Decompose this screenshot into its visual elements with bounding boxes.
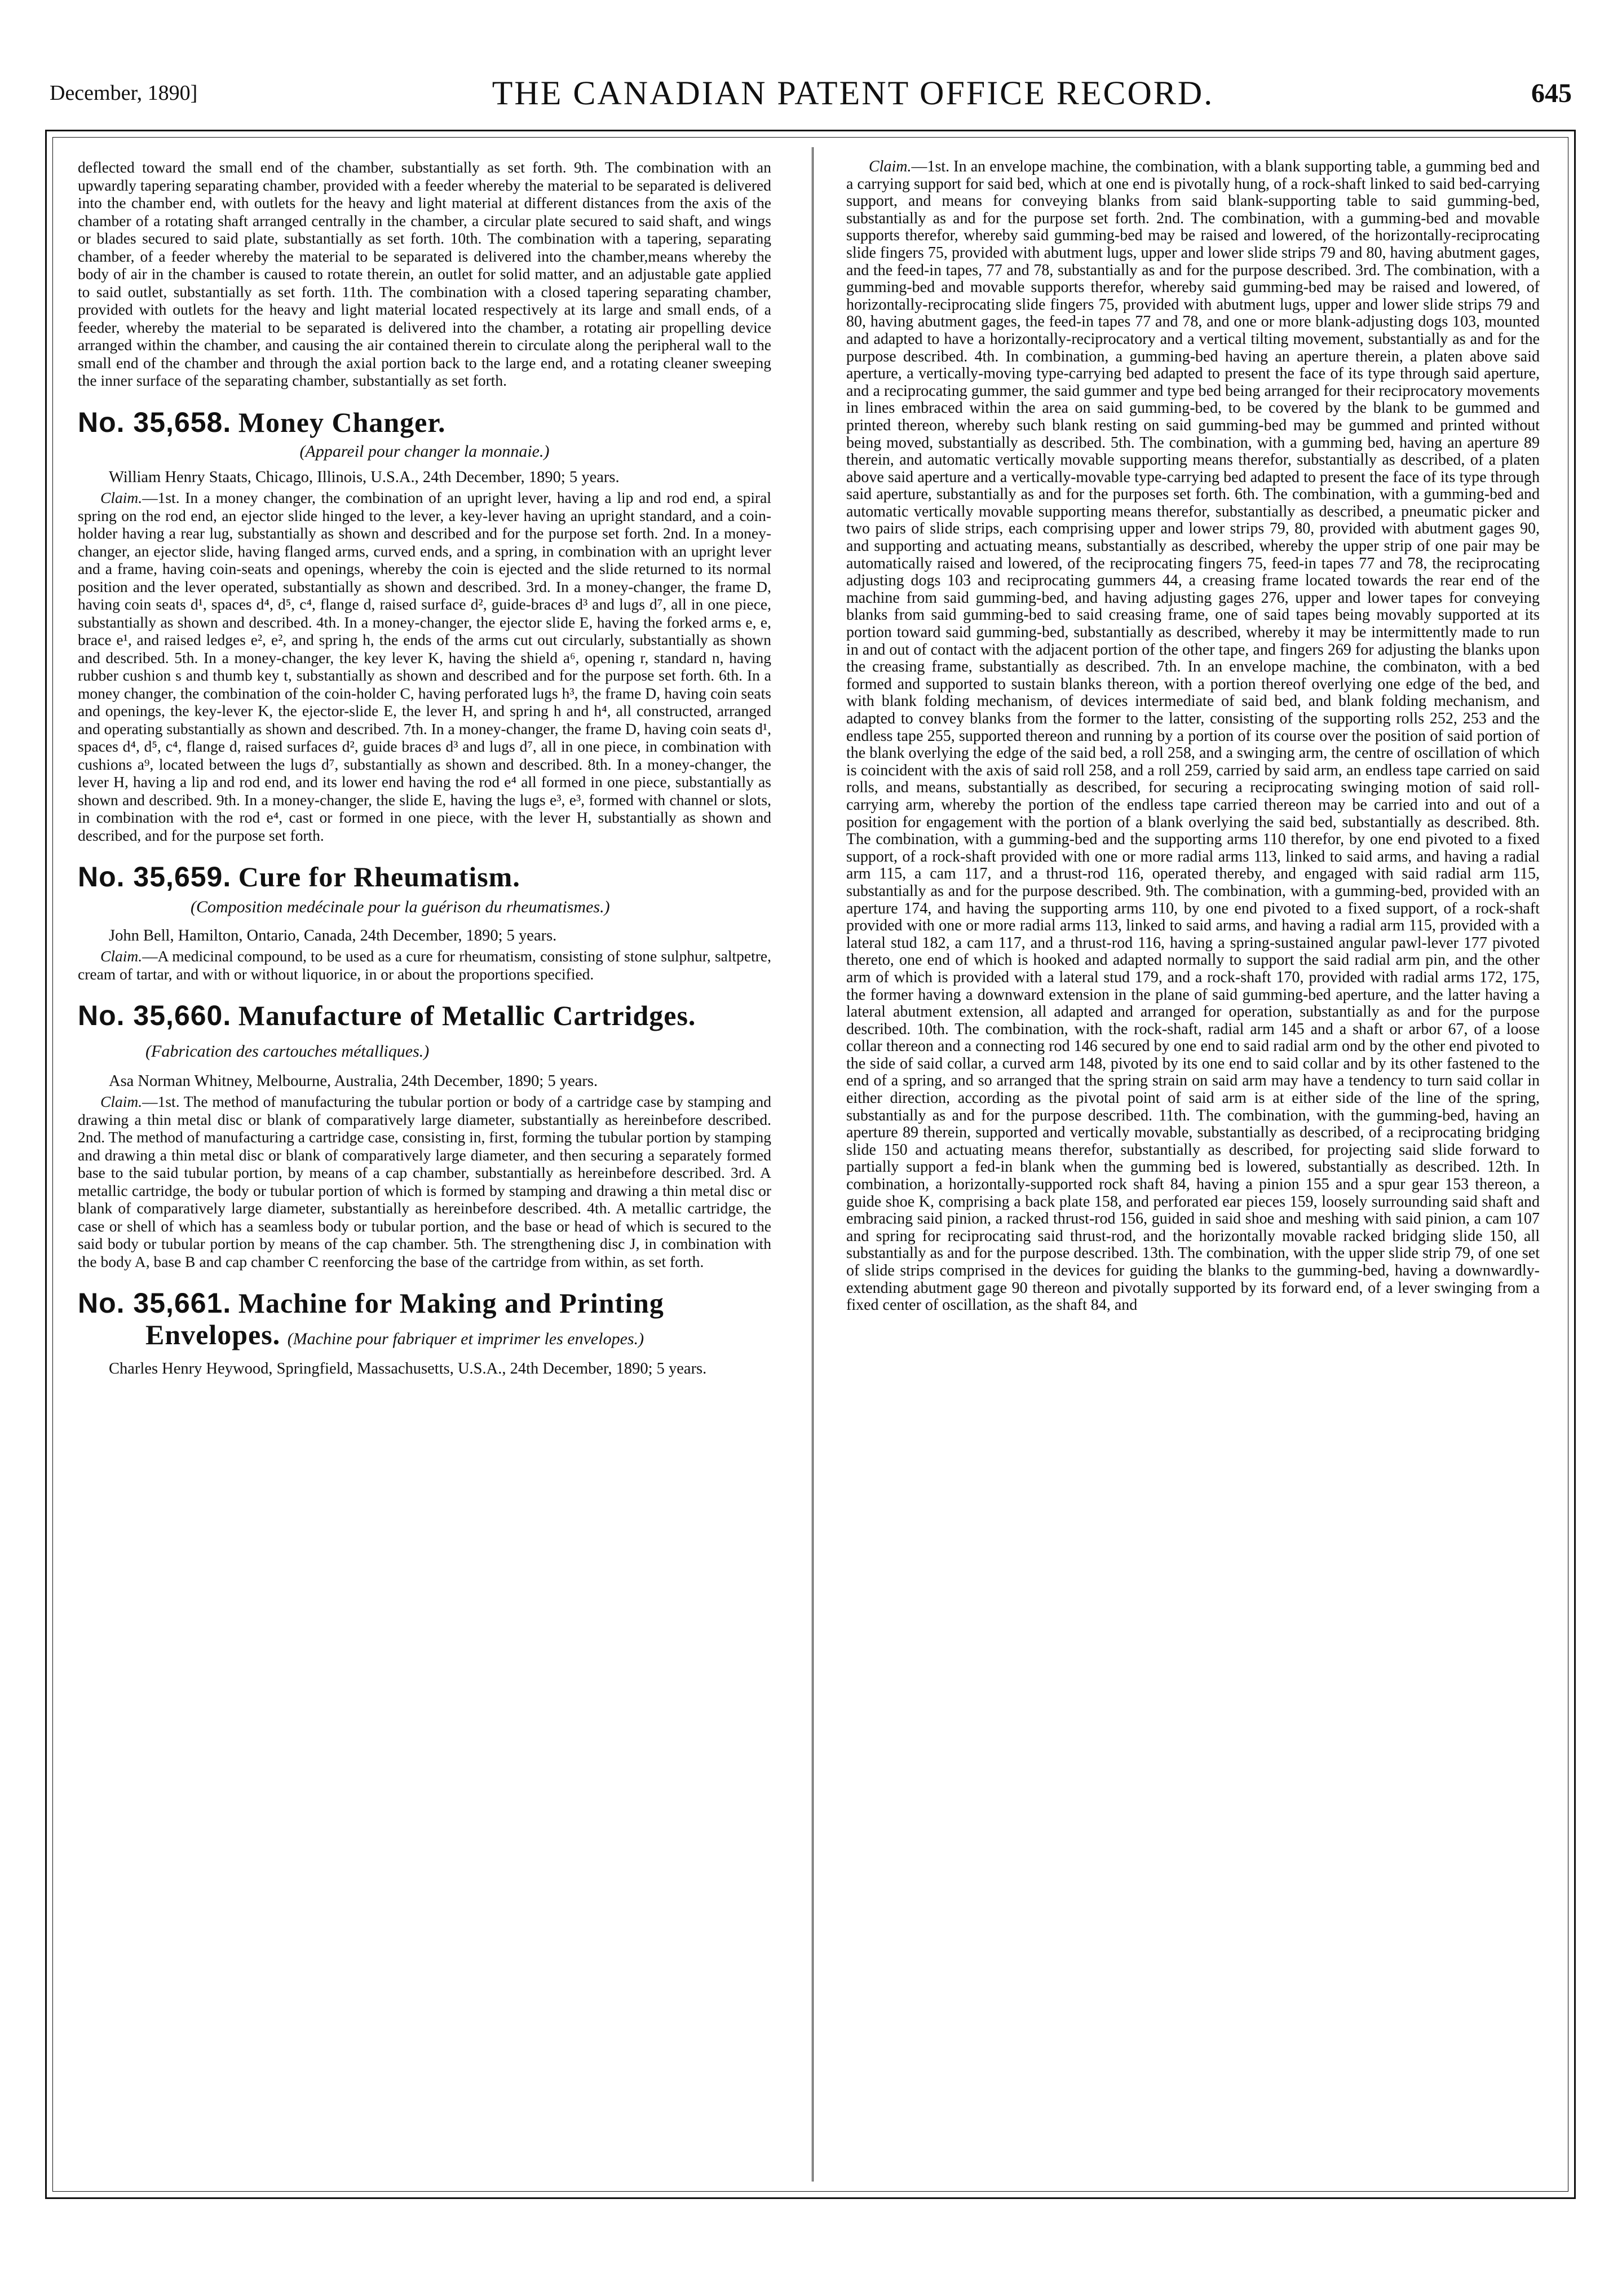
patent-entry-35658 — [78, 407, 771, 845]
patent-entry-35660 — [78, 1000, 771, 1270]
patent-title: Machine for Making and Printing Envelopes. — [145, 1287, 664, 1350]
patent-claims — [78, 947, 771, 983]
patent-title: Cure for Rheumatism. — [238, 861, 520, 893]
patent-french-title: (Machine pour fabriquer et imprimer les envelopes.) — [287, 1330, 644, 1348]
running-head — [50, 68, 1572, 118]
claim-label: Claim. — [100, 489, 143, 506]
patent-french-title: (Fabrication des cartouches métalliques.) — [145, 1042, 430, 1061]
issue-date: December, 1890] — [50, 81, 198, 105]
claim-label: Claim. — [100, 947, 143, 965]
left-column — [78, 158, 771, 2171]
patent-french-title: (Appareil pour changer la monnaie.) — [299, 441, 550, 461]
continued-claim-text: deflected toward the small end of the chamber, substantially as set forth. 9th. The combination with an upwardly tapering separating chamber, provided with a feeder whereby the material to be separated is delivered into the chamber end, with outlets for the heavy and light material at different distances from the axis of the chamber of a rotating shaft arranged centrally in the chamber, a circular plate secured to said shaft, and wings or blades secured to said plate, substantially as set forth. 10th. The combination with a tapering, separating chamber, of a feeder whereby the material to be separated is delivered into the chamber,means whereby the body of air in the chamber is caused to rotate therein, an outlet for solid matter, and an adjustable gate applied to said outlet, substantially as set forth. 11th. The combination with a closed tapering separating chamber, provided with outlets for the heavy and light material located respectively at its large and small ends, of a feeder, whereby the material to be separated is delivered into the chamber, a rotating air propelling device arranged within the chamber, and causing the air contained therein to circulate along the peripheral wall to the small end of the chamber and through the axial portion back to the large end, and a rotating cleaner sweeping the inner surface of the separating chamber, substantially as set forth. — [78, 158, 771, 389]
patent-title: Money Changer. — [238, 406, 446, 438]
patent-inventor: John Bell, Hamilton, Ontario, Canada, 24th December, 1890; 5 years. — [109, 927, 557, 944]
publication-title: THE CANADIAN PATENT OFFICE RECORD. — [492, 74, 1214, 112]
page-frame — [45, 130, 1576, 2199]
patent-heading — [78, 1000, 771, 1067]
claim-text: —1st. In a money changer, the combination of an upright lever, having a lip and rod end, a spiral spring on the rod end, an ejector slide hinged to the lever, a key-lever having an upright standard, and a coin-holder having a rear lug, substantially as shown and described and for the purpose set forth. 2nd. In a money-changer, an ejector slide, having flanged arms, curved ends, and a spring, in combination with an upright lever and a frame, having coin-seats and openings, whereby the coin is ejected and the slide returned to its normal position and the lever operated, substantially as shown and described. 3rd. In a money-changer, the frame D, having coin seats d¹, spaces d⁴, d⁵, c⁴, flange d, raised surface d², guide-braces d³ and lugs d⁷, all in one piece, substantially as shown and described. 4th. In a money-changer, the ejector slide E, having the forked arms e, e, brace e¹, and raised ledges e², e², and spring h, the ends of the arms cut out circularly, substantially as shown and described. 5th. In a money-changer, the key lever K, having the shield a⁶, opening r, standard n, having rubber cushion s and thumb key t, substantially as shown and described and for the purpose set forth. 6th. In a money changer, the combination of the coin-holder C, having perforated lugs h³, the frame D, having coin seats and openings, the key-lever K, the ejector-slide E, the lever H, and spring h and h⁴, all constructed, arranged and operating substantially as shown and described. 7th. In a money-changer, the frame D, having coin seats d¹, spaces d⁴, d⁵, c⁴, flange d, raised surfaces d², guide braces d³ and lugs d⁷, all in one piece, in combination with cushions a⁹, located between the lugs d⁷, substantially as shown and described. 8th. In a money-changer, the lever H, having a lip and rod end, and its lower end having the rod e⁴ all formed in one piece, substantially as shown and described. 9th. In a money-changer, the slide E, having the lugs e³, e³, formed with channel or slots, in combination with the rod e⁴, cast or formed in one piece, with the lever H, substantially as shown and described, and for the purpose set forth. — [78, 489, 771, 844]
patent-heading — [78, 1287, 771, 1355]
patent-heading — [78, 861, 771, 893]
patent-inventor: William Henry Staats, Chicago, Illinois, U.S.A., 24th December, 1890; 5 years. — [109, 469, 620, 486]
claim-text: —1st. The method of manufacturing the tubular portion or body of a cartridge case by stamping and drawing a thin metal disc or blank of comparatively large diameter, substantially as hereinbefore described. 2nd. The method of manufacturing a cartridge case, consisting in, first, forming the tubular portion by stamping and drawing a thin metal disc or blank of comparatively large diameter, and then securing a separately formed base to the said tubular portion, by means of a cap chamber, substantially as hereinbefore described. 3rd. A metallic cartridge, the body or tubular portion of which is formed by stamping and drawing a thin metal disc or blank of comparatively large diameter, substantially as hereinbefore described. 4th. A metallic cartridge, the case or shell of which has a seamless body or tubular portion, and the base or head of which is secured to the said body or tubular portion by means of the cap chamber. 5th. The strengthening disc J, in combination with the body A, base B and cap chamber C reenforcing the base of the cartridge from within, as set forth. — [78, 1093, 771, 1270]
patent-french-title: (Composition medécinale pour la guérison du rheumatismes.) — [191, 898, 610, 916]
column-divider — [812, 147, 814, 2182]
patent-title: Manufacture of Metallic Cartridges. — [238, 1000, 696, 1031]
patent-number: No. 35,661. — [78, 1287, 232, 1319]
patent-inventor: Asa Norman Whitney, Melbourne, Australia, 24th December, 1890; 5 years. — [109, 1072, 598, 1090]
patent-entry-35661 — [78, 1287, 771, 1378]
patent-heading — [78, 407, 771, 438]
patent-claims-35661 — [846, 158, 1540, 1314]
patent-number: No. 35,660. — [78, 1000, 232, 1031]
patent-inventor: Charles Henry Heywood, Springfield, Massachusetts, U.S.A., 24th December, 1890; 5 years. — [109, 1360, 707, 1377]
page-number: 645 — [1531, 78, 1572, 108]
patent-number: No. 35,659. — [78, 861, 232, 893]
patent-entry-35659 — [78, 861, 771, 983]
claim-text: —1st. In an envelope machine, the combination, with a blank supporting table, a gumming bed and a carrying support for said bed, which at one end is pivotally hung, of a rock-shaft linked to said bed-carrying support, and means for conveying blanks from said blank-supporting table to said gumming-bed, substantially as and for the purpose set forth. 2nd. The combination, with a gumming-bed and movable supports therefor, whereby said gumming-bed may be raised and lowered, of the horizontally-reciprocating slide fingers 75, provided with abutment lugs, upper and lower slide strips 79 and 80, having abutment gages, and the feed-in tapes, 77 and 78, substantially as and for the purpose described. 3rd. The combination, with a gumming-bed and movable supports therefor, whereby said gumming-bed may be raised and lowered, of horizontally-reciprocating slide fingers 75, provided with abutment lugs, upper and lower slide strips 79 and 80, having abutment gages, the feed-in tapes 77 and 78, and one or more blank-adjusting dogs 103, mounted and adapted to have a horizontally-reciprocatory and a vertical tilting movement, substantially as and for the purpose described. 4th. In combination, a gumming-bed having an aperture therein, a platen above said aperture, a vertically-moving type-carrying bed adapted to present the face of its type through said aperture, and a reciprocating gummer, the said gummer and type bed being arranged for their reciprocatory movements in lines embraced within the area on said gumming-bed, to be covered by the blank to be gummed and printed thereon, whereby such blank resting on said gumming-bed may be gummed and printed without being moved, substantially as described. 5th. The combination, with a gumming bed, having an aperture 89 therein, and automatic vertically movable supporting means therefor, substantially as described, of a platen above said aperture and a vertically-movable type-carrying bed adapted to present the face of its type through said aperture, substantially as and for the purposes set forth. 6th. The combination, with a gumming-bed and automatic vertically movable supporting means therefor, substantially as described, a pneumatic picker and two pairs of slide strips, each comprising upper and lower strips 79, 80, provided with abutment gages 90, and supporting and actuating means, substantially as described, whereby the upper strip of one pair may be automatically raised and lowered, of the reciprocating fingers 75, feed-in tapes 77 and 78, the reciprocating adjusting dogs 103 and reciprocating gummers 44, a creasing frame located towards the rear end of the machine from said gumming-bed, and having adjusting gages 276, upper and lower tapes for conveying blanks from said gumming-bed to said creasing frame, one of said tapes being movably supported at its portion toward said gumming-bed, substantially as described, whereby it may be intermittently made to run in and out of contact with the adjacent portion of the other tape, and fingers 269 for adjusting the blanks upon the creasing frame, substantially as described. 7th. In an envelope machine, the combinaton, with a bed formed and supported to sustain blanks thereon, with a portion thereof overlying one edge of the bed, and with blank folding mechanism, of devices intermediate of said bed, and blank folding mechanism, and adapted to convey blanks from the former to the latter, consisting of the supporting rolls 252, 253 and the endless tape 255, supported thereon and running by a portion of its course over the position of said portion of the blank overlying the edge of the said bed, a roll 258, and a swinging arm, the centre of oscillation of which is coincident with the axis of said roll 258, and a roll 259, carried by said arm, an endless tape carried on said rolls, and means, substantially as described, for securing a reciprocating swinging motion of said roll-carrying arm, whereby the portion of the endless tape carried thereon may be carried into and out of a position for engagement with the portion of a blank overlying the said bed, substantially as described. 8th. The combination, with a gumming-bed and the supporting arms 110 therefor, by one end pivoted to a fixed support, of a rock-shaft provided with one or more radial arms 113, linked to said arms, and having a radial arm 115, a cam 117, and a thrust-rod 116, operated thereby, and engaged with said radial arm 115, substantially as and for the purpose described. 9th. The combination, with a gumming-bed, provided with an aperture 174, and having the supporting arms 110, by one end pivoted to a fixed support, of a rock-shaft provided with one or more radial arms 113, linked to said arms, and having a radial arm 115, provided with a lateral stud 182, a cam 117, and a thrust-rod 116, having a spring-sustained angular pawl-lever 177 pivoted thereto, one end of which is hooked and adapted normally to support the said radial arm pin, and the other arm of which is provided with a lateral stud 179, and a rock-shaft 170, provided with radial arms 172, 175, the former having a downward extension in the plane of said gumming-bed aperture, and the latter having a lateral abutment extension, all adapted and arranged for operation, substantially as and for the purpose described. 10th. The combination, with the rock-shaft, radial arm 145 and a shaft or arbor 67, of a loose collar thereon and a connecting rod 146 secured by one end to said radial arm ond by the other end pivoted to the side of said collar, a curved arm 148, pivoted by its one end to said collar and by its other fastened to the end of a spring, and so arranged that the spring strain on said arm may have a tendency to turn said collar in either direction, according as the pivotal point of said arm is at either side of the line of the spring, substantially as and for the purpose described. 11th. The combination, with the gumming-bed, having an aperture 89 therein, supported and vertically movable, substantially as described, of a reciprocating bridging slide 150 and actuating means therefor, substantially as described, for projecting said slide forward to partially support a fed-in blank when the gumming bed is lowered, substantially as described. 12th. In combination, a horizontally-supported rock shaft 84, having a pinion 155 and a spur gear 153 thereon, a guide shoe K, comprising a back plate 158, and perforated ear pieces 159, loosely surrounding said shaft and embracing said pinion, a racked thrust-rod 156, guided in said shoe and meshing with said pinion, a cam 107 and spring for reciprocating said thrust-rod, and the horizontally movable racked bridging slide 150, all substantially as and for the purpose described. 13th. The combination, with the upper slide strip 79, of one set of slide strips comprised in the devices for guiding the blanks to the gumming-bed, having a downwardly-extending abutment gage 90 thereon and pivotally supported by its forward end, of a lever swinging from a fixed center of oscillation, as the shaft 84, and — [846, 158, 1540, 1314]
patent-claims — [78, 1093, 771, 1270]
patent-claims — [78, 489, 771, 844]
claim-label: Claim. — [100, 1093, 143, 1110]
claim-text: —A medicinal compound, to be used as a cure for rheumatism, consisting of stone sulphur, saltpetre, cream of tartar, and with or without liquorice, in or about the proportions specified. — [78, 947, 771, 983]
claim-label: Claim. — [869, 158, 912, 175]
patent-number: No. 35,658. — [78, 406, 232, 438]
right-column — [846, 158, 1540, 2171]
